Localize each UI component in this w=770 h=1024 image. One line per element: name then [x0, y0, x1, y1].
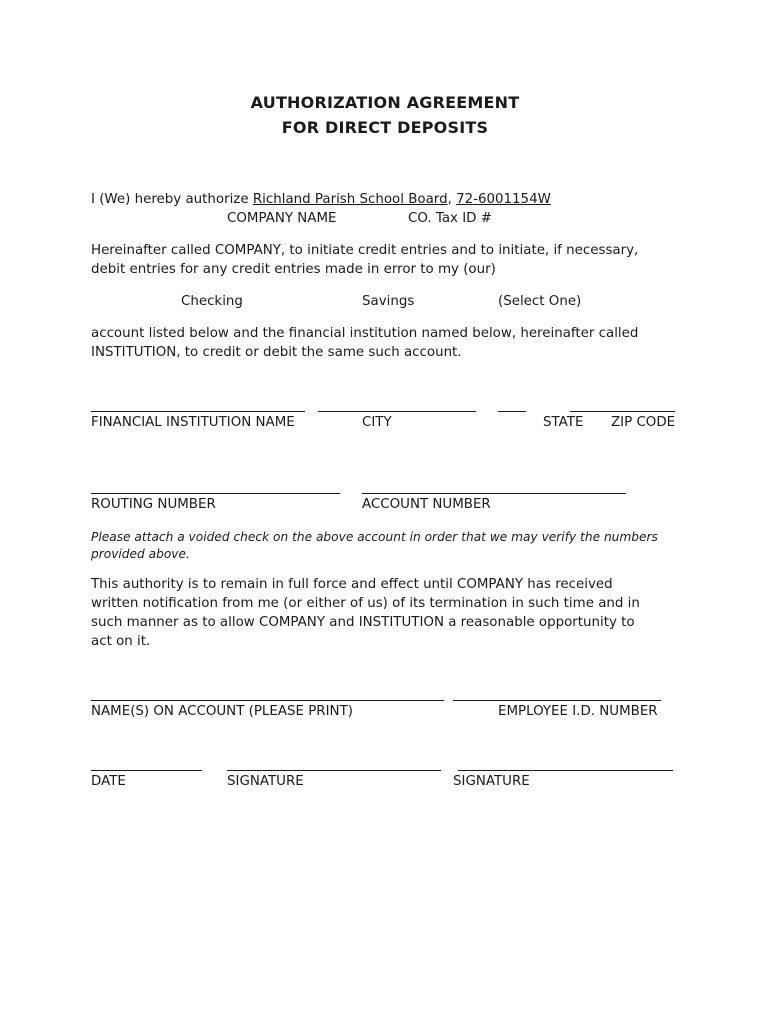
city-field-line[interactable] — [318, 411, 476, 412]
authority-line1: This authority is to remain in full force and effect until COMPANY has received — [91, 577, 613, 592]
authority-line4: act on it. — [91, 634, 151, 649]
hereinafter-line2: debit entries for any credit entries made in error to my (our) — [91, 262, 496, 277]
option-select-one: (Select One) — [498, 294, 582, 309]
city-label: CITY — [362, 415, 392, 430]
document-title-line1: AUTHORIZATION AGREEMENT — [250, 93, 520, 112]
tax-id-value: 72-6001154W — [456, 192, 551, 207]
state-label: STATE — [543, 415, 584, 430]
fi-name-label: FINANCIAL INSTITUTION NAME — [91, 415, 295, 430]
date-label: DATE — [91, 774, 126, 789]
employee-id-field-line[interactable] — [453, 700, 661, 701]
authorize-sentence — [91, 190, 551, 210]
zip-field-line[interactable] — [570, 411, 675, 412]
date-field-line[interactable] — [91, 770, 202, 771]
tax-id-label: CO. Tax ID # — [408, 211, 492, 226]
company-name-value: Richland Parish School Board — [252, 192, 448, 207]
signature2-label: SIGNATURE — [453, 774, 530, 789]
authorize-prefix: I (We) hereby authorize — [91, 192, 253, 207]
option-savings[interactable]: Savings — [362, 294, 415, 309]
signature1-field-line[interactable] — [227, 770, 441, 771]
account-line1: account listed below and the financial institution named below, hereinafter called — [91, 326, 639, 341]
fi-name-field-line[interactable] — [91, 411, 305, 412]
hereinafter-line1: Hereinafter called COMPANY, to initiate credit entries and to initiate, if necessary, — [91, 243, 639, 258]
authority-line3: such manner as to allow COMPANY and INSTITUTION a reasonable opportunity to — [91, 615, 635, 630]
signature2-field-line[interactable] — [458, 770, 673, 771]
routing-label: ROUTING NUMBER — [91, 497, 216, 512]
option-checking[interactable]: Checking — [181, 294, 243, 309]
account-number-label: ACCOUNT NUMBER — [362, 497, 491, 512]
authority-line2: written notification from me (or either of us) of its termination in such time and in — [91, 596, 640, 611]
names-field-line[interactable] — [91, 700, 444, 701]
signature1-label: SIGNATURE — [227, 774, 304, 789]
names-label: NAME(S) ON ACCOUNT (PLEASE PRINT) — [91, 704, 353, 719]
employee-id-label: EMPLOYEE I.D. NUMBER — [498, 704, 658, 719]
zip-label: ZIP CODE — [611, 415, 676, 430]
state-field-line[interactable] — [498, 411, 526, 412]
voided-check-line2: provided above. — [91, 547, 190, 561]
account-number-field-line[interactable] — [362, 493, 626, 494]
routing-field-line[interactable] — [91, 493, 340, 494]
voided-check-line1: Please attach a voided check on the above account in order that we may verify the numbers — [91, 530, 658, 544]
company-name-label: COMPANY NAME — [227, 211, 337, 226]
account-line2: INSTITUTION, to credit or debit the same such account. — [91, 345, 462, 360]
comma-separator: , — [447, 192, 457, 207]
document-title-line2: FOR DIRECT DEPOSITS — [281, 118, 489, 137]
